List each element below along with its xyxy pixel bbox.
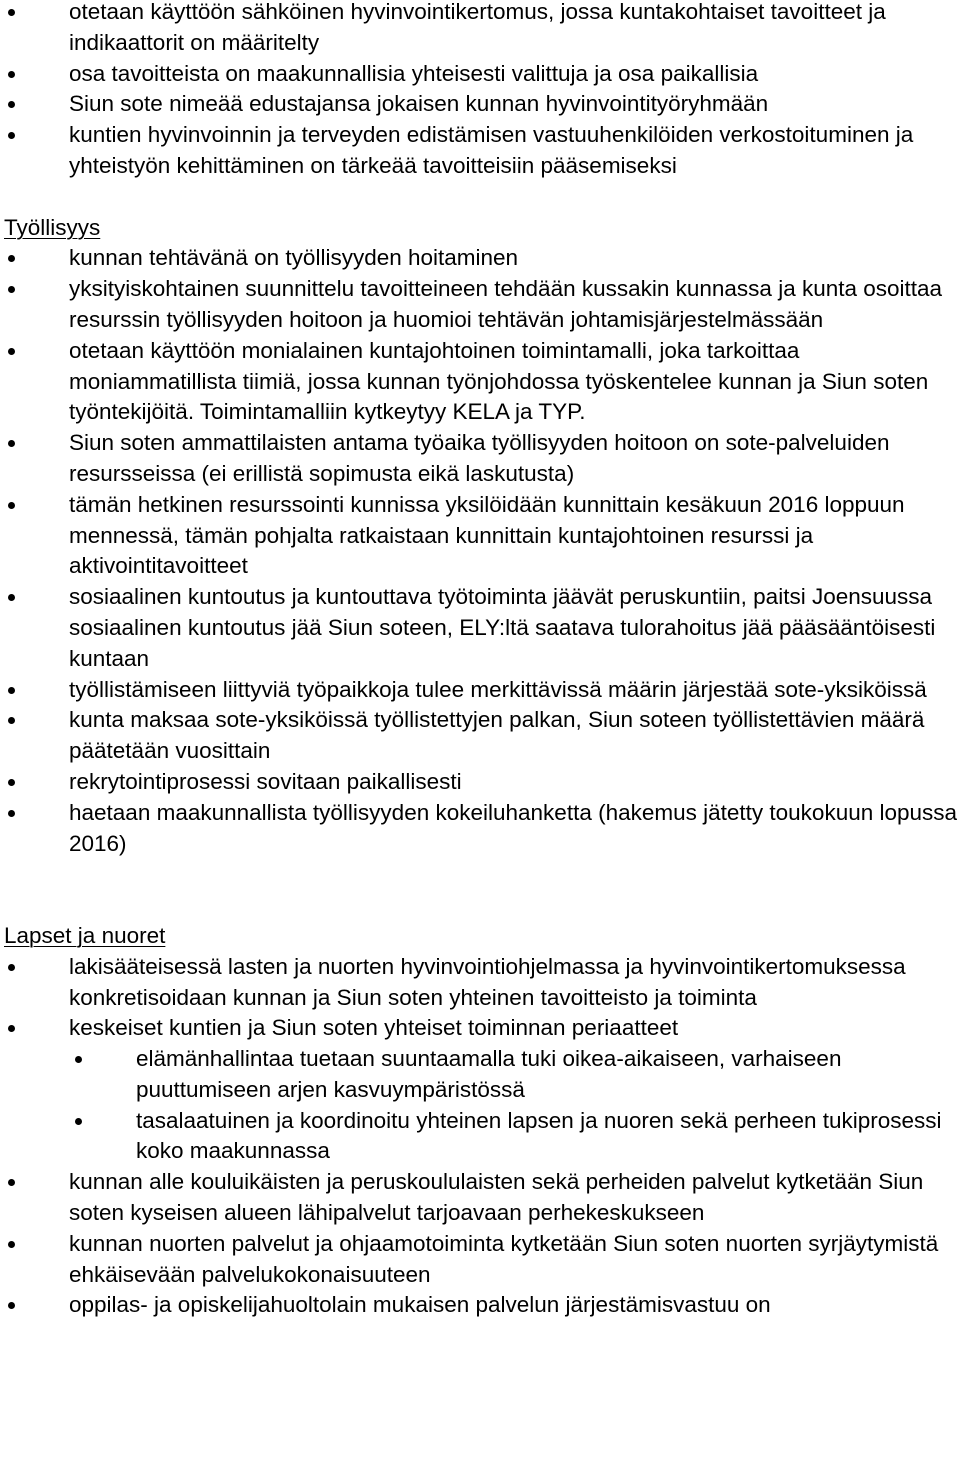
list-item-text: Siun soten ammattilaisten antama työaika työllisyyden hoitoon on sote-palveluiden resursseissa (ei erillistä sopimusta eikä laskutusta) bbox=[69, 430, 890, 486]
list-item-text: kunnan tehtävänä on työllisyyden hoitaminen bbox=[69, 245, 519, 271]
tyollisyys-list bbox=[0, 243, 960, 859]
bullet-icon bbox=[8, 1025, 15, 1032]
bullet-icon bbox=[8, 9, 15, 16]
list-item bbox=[69, 705, 960, 767]
sub-list-item bbox=[136, 1106, 960, 1168]
list-item-text: kuntien hyvinvoinnin ja terveyden edistämisen vastuuhenkilöiden verkostoituminen ja yhteistyön kehittäminen on tärkeää tavoitteisiin pääsemiseksi bbox=[69, 122, 914, 178]
list-item-text: lakisääteisessä lasten ja nuorten hyvinvointiohjelmassa ja hyvinvointikertomuksessa konkretisoidaan kunnan ja Siun soten yhteinen tavoitteisto ja toiminta bbox=[69, 953, 906, 1010]
list-item bbox=[69, 274, 960, 336]
bullet-icon bbox=[75, 1118, 82, 1125]
list-item-text: yksityiskohtainen suunnittelu tavoitteineen tehdään kussakin kunnassa ja kunta osoittaa resurssin työllisyyden hoitoon ja huomioi tehtävän johtamisjärjestelmässään bbox=[69, 276, 943, 332]
bullet-icon bbox=[8, 440, 15, 447]
bullet-icon bbox=[8, 717, 15, 724]
section-heading-tyollisyys: Työllisyys bbox=[4, 214, 101, 240]
bullet-icon bbox=[8, 132, 15, 139]
sub-list bbox=[69, 1044, 960, 1167]
list-item-text: keskeiset kuntien ja Siun soten yhteiset toiminnan periaatteet bbox=[69, 1015, 679, 1041]
list-item-text: Siun sote nimeää edustajansa jokaisen kunnan hyvinvointityöryhmään bbox=[69, 91, 769, 117]
list-item-text: haetaan maakunnallista työllisyyden kokeiluhanketta (hakemus jätetty toukokuun lopussa 2016) bbox=[69, 799, 958, 856]
list-item bbox=[69, 1167, 960, 1229]
bullet-icon bbox=[75, 1056, 82, 1063]
list-item bbox=[69, 1229, 960, 1291]
list-item-text: rekrytointiprosessi sovitaan paikallisesti bbox=[69, 768, 462, 794]
list-item bbox=[69, 243, 960, 274]
sub-list-item bbox=[136, 1044, 960, 1106]
bullet-icon bbox=[8, 1241, 15, 1248]
bullet-icon bbox=[8, 687, 15, 694]
bullet-icon bbox=[8, 1302, 15, 1309]
list-item-text: työllistämiseen liittyviä työpaikkoja tulee merkittävissä määrin järjestää sote-yksiköissä bbox=[69, 676, 927, 702]
bullet-icon bbox=[8, 71, 15, 78]
list-item bbox=[69, 336, 960, 428]
list-item-text: oppilas- ja opiskelijahuoltolain mukaisen palvelun järjestämisvastuu on bbox=[69, 1292, 771, 1318]
bullet-icon bbox=[8, 286, 15, 293]
list-item-text: otetaan käyttöön sähköinen hyvinvointikertomus, jossa kuntakohtaiset tavoitteet ja indikaattorit on määritelty bbox=[69, 0, 886, 55]
list-item bbox=[69, 59, 960, 90]
list-item bbox=[69, 1013, 960, 1167]
spacer bbox=[0, 859, 960, 921]
list-item bbox=[69, 798, 960, 860]
list-item bbox=[69, 490, 960, 582]
list-item bbox=[69, 1290, 960, 1321]
list-item bbox=[69, 675, 960, 706]
list-item bbox=[69, 89, 960, 120]
list-item bbox=[69, 952, 960, 1014]
list-item bbox=[69, 767, 960, 798]
list-item bbox=[69, 120, 960, 182]
intro-list bbox=[0, 0, 960, 182]
bullet-icon bbox=[8, 810, 15, 817]
list-item-text: kunnan alle kouluikäisten ja peruskoululaisten sekä perheiden palvelut kytketään Siun soten kyseisen alueen lähipalvelut tarjoavaan perhekeskukseen bbox=[69, 1169, 924, 1226]
lapset-ja-nuoret-list bbox=[0, 952, 960, 1322]
list-item-text: osa tavoitteista on maakunnallisia yhteisesti valittuja ja osa paikallisia bbox=[69, 60, 759, 86]
bullet-icon bbox=[8, 1179, 15, 1186]
bullet-icon bbox=[8, 348, 15, 355]
spacer bbox=[0, 182, 960, 213]
list-item bbox=[69, 428, 960, 490]
bullet-icon bbox=[8, 779, 15, 786]
section-heading-lapset-ja-nuoret: Lapset ja nuoret bbox=[4, 922, 166, 948]
list-item-text: sosiaalinen kuntoutus ja kuntouttava työtoiminta jäävät peruskuntiin, paitsi Joensuussa sosiaalinen kuntoutus jää Siun soteen, ELY:ltä saatava tulorahoitus jää pääsääntöisesti kuntaan bbox=[69, 584, 936, 671]
bullet-icon bbox=[8, 502, 15, 509]
bullet-icon bbox=[8, 255, 15, 262]
bullet-icon bbox=[8, 964, 15, 971]
list-item bbox=[69, 582, 960, 674]
list-item bbox=[69, 0, 960, 59]
list-item-text: otetaan käyttöön monialainen kuntajohtoinen toimintamalli, joka tarkoittaa moniammatillista tiimiä, jossa kunnan työnjohdossa työskentelee kunnan ja Siun soten työntekijöitä. Toimintamalliin kytkeytyy KELA ja TYP. bbox=[69, 337, 929, 425]
list-item-text: tämän hetkinen resurssointi kunnissa yksilöidään kunnittain kesäkuun 2016 loppuun mennessä, tämän pohjalta ratkaistaan kunnittain kuntajohtoinen resurssi ja aktivointitavoitteet bbox=[69, 491, 905, 579]
sub-list-item-text: tasalaatuinen ja koordinoitu yhteinen lapsen ja nuoren sekä perheen tukiprosessi koko maakunnassa bbox=[136, 1107, 942, 1164]
list-item-text: kunta maksaa sote-yksiköissä työllistettyjen palkan, Siun soteen työllistettävien määrä päätetään vuosittain bbox=[69, 707, 925, 764]
list-item-text: kunnan nuorten palvelut ja ohjaamotoiminta kytketään Siun soten nuorten syrjäytymistä ehkäisevään palvelukokonaisuuteen bbox=[69, 1230, 939, 1287]
bullet-icon bbox=[8, 594, 15, 601]
bullet-icon bbox=[8, 101, 15, 108]
sub-list-item-text: elämänhallintaa tuetaan suuntaamalla tuki oikea-aikaiseen, varhaiseen puuttumiseen arjen kasvuympäristössä bbox=[136, 1046, 842, 1102]
